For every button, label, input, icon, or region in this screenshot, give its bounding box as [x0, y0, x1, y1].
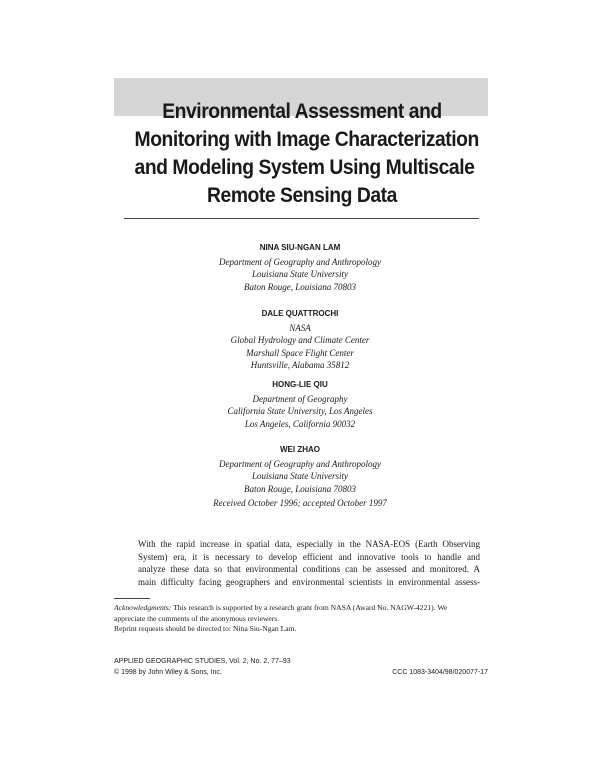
abstract-line: analyze these data so that environmental conditions can be assessed and monitored. A: [138, 564, 480, 574]
abstract-paragraph: [138, 538, 480, 588]
copyright-notice: © 1998 by John Wiley & Sons, Inc.: [114, 668, 222, 676]
affiliation-line: Los Angeles, California 90032: [244, 418, 356, 429]
title-line: Monitoring with Image Characterization: [134, 128, 479, 151]
footnote: [114, 603, 486, 635]
abstract-line: With the rapid increase in spatial data, especially in the NASA-EOS (Earth Observing: [138, 539, 480, 549]
affiliation-line: Baton Rouge, Louisiana 70803: [244, 483, 356, 494]
abstract-line: System) era, it is necessary to develop efficient and innovative tools to handle and: [138, 551, 480, 562]
affiliation-line: Department of Geography: [252, 394, 348, 404]
title-divider: [124, 218, 479, 219]
title-line: Remote Sensing Data: [207, 184, 397, 207]
author-name: DALE QUATTROCHI: [261, 309, 339, 318]
title-line: and Modeling System Using Multiscale: [134, 156, 475, 179]
author-block: [150, 379, 450, 430]
footnote-line: appreciate the comments of the anonymous reviewers.: [114, 613, 280, 623]
affiliation-line: Louisiana State University: [252, 269, 348, 280]
affiliation-line: Huntsville, Alabama 35812: [250, 360, 350, 371]
footnote-text: This research is supported by a research grant from NASA (Award No. NAGW-4221). We: [171, 603, 448, 612]
affiliation-line: NASA: [289, 323, 311, 333]
author-name: WEI ZHAO: [280, 445, 320, 454]
footnote-line: [114, 603, 486, 614]
footnote-label: Acknowledgments:: [114, 603, 172, 612]
footnote-line: Reprint requests should be directed to: Nina Siu-Ngan Lam.: [114, 624, 297, 633]
page-footer: [114, 657, 488, 678]
affiliation-line: Baton Rouge, Louisiana 70803: [244, 281, 356, 292]
author-name: NINA SIU-NGAN LAM: [259, 243, 341, 252]
abstract-line: main difficulty facing geographers and environmental scientists in environmental assess-: [138, 576, 480, 587]
author-block: [150, 444, 450, 495]
title-line: Environmental Assessment and: [162, 100, 442, 123]
affiliation-line: Louisiana State University: [252, 471, 348, 482]
journal-citation: APPLIED GEOGRAPHIC STUDIES, Vol. 2, No. 2, 77–93: [114, 658, 291, 665]
received-date: Received October 1996; accepted October 1997: [213, 498, 387, 508]
ccc-code: CCC 1083-3404/98/020077-17: [392, 668, 488, 676]
author-block: [150, 242, 450, 293]
affiliation-line: Department of Geography and Anthropology: [219, 459, 381, 469]
affiliation-line: California State University, Los Angeles: [227, 406, 373, 417]
paper-title: [134, 98, 479, 210]
affiliation-line: Global Hydrology and Climate Center: [230, 335, 370, 346]
affiliation-line: Marshall Space Flight Center: [246, 347, 354, 358]
author-block: [150, 308, 450, 372]
affiliation-line: Department of Geography and Anthropology: [219, 257, 381, 267]
author-name: HONG-LIE QIU: [272, 380, 328, 389]
footnote-divider: [114, 598, 150, 599]
